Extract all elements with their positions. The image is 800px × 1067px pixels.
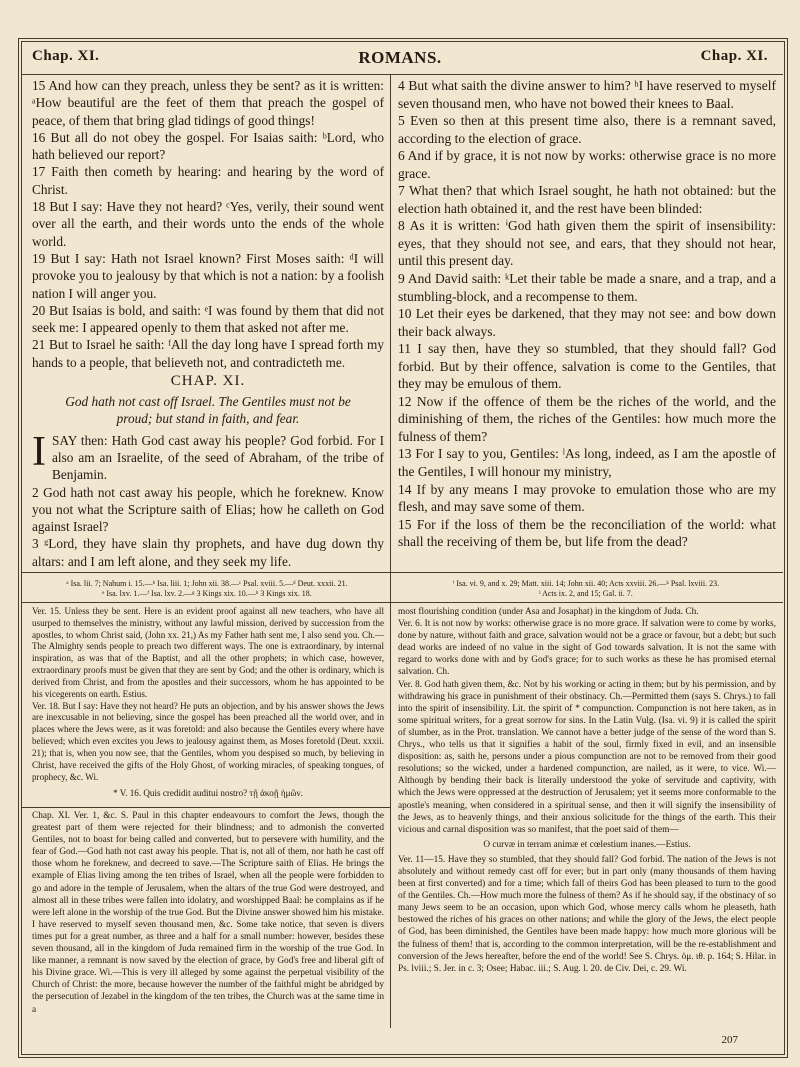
left-notes-column-chap11 bbox=[32, 810, 384, 1016]
header-rule bbox=[22, 74, 783, 75]
verse-11-11: 11 I say then, have they so stumbled, that they should fall? God forbid. But by their offence, salvation is come to the Gentiles, that they may be emulous of them. bbox=[398, 341, 776, 392]
verse-11-5: 5 Even so then at this present time also, there is a remnant saved, according to the election of grace. bbox=[398, 113, 776, 146]
verse-11-14: 14 If by any means I may provoke to emulation those who are my flesh, and may save some of them. bbox=[398, 481, 776, 515]
note-ver-11-15: Ver. 11—15. Have they so stumbled, that they should fall? God forbid. The nation of the Jews is not absolutely and without remedy cast off for ever; but in part only (many thousands of them having been at first converted) and for a time; which fall of theirs God has been pleased to turn to the good of the Gentiles. Ch.—How much more the fulness of them? As if he should say, if the obstinacy of so many Jews seem to be an occasion, upon which God, whose mercy calls whom he pleaseth, hath bestowed the riches of his graces on other nations; and while the glory of the Jews, the elect people of God, has been diminished, the Gentiles have been made happy: how much more glorious will be the fulness of them! that is, according to the common interpretation, will be the re-establishment and conversion of the Jews hereafter, before the end of the world! See S. Chrys. ὁμ. ιθ. p. 164; S. Hilar. in Ps. lviii.; S. Jer. in c. 3; Osee; Habac. iii.; S. Aug. l. 20. de Civ. Dei, c. 29. Wi. bbox=[398, 854, 776, 974]
header-chapter-right: Chap. XI. bbox=[700, 48, 768, 64]
verse-10-19: 19 But I say: Hath not Israel known? First Moses saith: ᵈI will provoke you to jealousy by that which is not a nation: by a foolish nation I will anger you. bbox=[32, 250, 384, 301]
verse-11-1: SAY then: Hath God cast away his people? God forbid. For I also am an Israelite, of the seed of Abraham, of the tribe of Benjamin. bbox=[52, 432, 384, 483]
right-scripture-column bbox=[398, 77, 776, 551]
verse-10-21: 21 But to Israel he saith: ᶠAll the day long have I spread forth my hands to a people, that believeth not, and contradicteth me. bbox=[32, 337, 384, 370]
left-notes-column bbox=[32, 606, 384, 800]
drop-cap: I bbox=[32, 428, 46, 475]
column-divider-notes bbox=[390, 602, 391, 1028]
verse-11-2: 2 God hath not cast away his people, which he foreknew. Know you not what the Scripture saith of Elias; how he calleth on God against Israel? bbox=[32, 484, 384, 535]
right-notes-column bbox=[398, 606, 776, 975]
latin-note: * V. 16. Quis credidit auditui nostro? τῇ ἀκοῇ ἡμῶν. bbox=[113, 788, 303, 799]
verse-11-7: 7 What then? that which Israel sought, he hath not obtained: but the election hath obtained it, and the rest have been blinded: bbox=[398, 183, 776, 216]
column-divider-top bbox=[390, 74, 391, 602]
verse-11-13: 13 For I say to you, Gentiles: ˡAs long, indeed, as I am the apostle of the Gentiles, I will honour my ministry, bbox=[398, 446, 776, 480]
notes-rule bbox=[22, 602, 783, 603]
refs-left-line-2: ᵉ Isa. lxv. 1.—ᶠ Isa. lxv. 2.—ᵍ 3 Kings xix. 10.—ʰ 3 Kings xix. 18. bbox=[102, 589, 312, 598]
verse-11-9: 9 And David saith: ᵏLet their table be made a snare, and a trap, and a stumbling-block, and a recompense to them. bbox=[398, 271, 776, 304]
latin-verse-quote: O curvæ in terram animæ et cœlestium inanes.—Estius. bbox=[483, 839, 691, 850]
verse-11-8: 8 As it is written: ⁱGod hath given them the spirit of insensibility: eyes, that they should not see, and ears, that they should not hear, until this present day. bbox=[398, 218, 776, 269]
header-book-title: ROMANS. bbox=[358, 48, 442, 67]
verse-11-6: 6 And if by grace, it is not now by works: otherwise grace is no more grace. bbox=[398, 148, 776, 181]
verse-10-18: 18 But I say: Have they not heard? ᶜYes, verily, their sound went over all the earth, and their words unto the ends of the whole world. bbox=[32, 199, 384, 249]
notes-separator bbox=[22, 807, 390, 808]
verse-10-20: 20 But Isaias is bold, and saith: ᵉI was found by them that did not seek me: I appeared openly to them that asked not after me. bbox=[32, 302, 384, 336]
verse-10-17: 17 Faith then cometh by hearing: and hearing by the word of Christ. bbox=[32, 164, 384, 197]
verse-11-12: 12 Now if the offence of them be the riches of the world, and the diminishing of them, the riches of the Gentiles: how much more the fulness of them? bbox=[398, 393, 776, 444]
note-ver-6: Ver. 6. It is not now by works: otherwise grace is no more grace. If salvation were to come by works, done by nature, without faith and grace, salvation would not be a grace or favour, but a debt; but such dead works are indeed of no value in the sight of God towards salvation. It is not the same with regard to works done with and by God's grace; for to such works as these he has promised eternal salvation. Ch. bbox=[398, 619, 776, 678]
note-ver-8: Ver. 8. God hath given them, &c. Not by his working or acting in them; but by his permission, and by withdrawing his grace in punishment of their obstinacy. Ch.—Permitted them (says S. Chrys.) to fall into the spirit of insensibility. Lit. the spirit of * compunction. Compunction is not here taken, as in some spiritual writers, for a great sorrow for sins. In the Latin Vulg. (Isa. vi. 9) it is called the spirit of slumber, as in the Prot. translation. We cannot have a better judge of the sense of the word than S. Chrys., who tells us that it signifies a habit of the soul, firmly fixed in evil, and an insensible disposition: as, saith he, persons under a pious compunction are not to be removed from their good resolutions; so the wicked, under a hardened compunction, are nailed, as it were, to vice. Wi.—Although by bending their back is literally understood the yoke of servitude and captivity, with which the Jews were oppressed at the destruction of Jerusalem; yet it seems more conformable to the apostle's meaning, when considered in a spiritual sense, and then it will signify the insensibility of the Jews, as to heavenly things, and their anxious solicitude for the things of the earth. This their vicious and carnal disposition was so manifest, that the poet said of them— bbox=[398, 679, 776, 835]
refs-right-line-2: ˡ Acts ix. 2, and 15; Gal. ii. 7. bbox=[539, 589, 633, 598]
running-header bbox=[0, 48, 800, 70]
verse-11-3: 3 ᵍLord, they have slain thy prophets, and have dug down thy altars: and I am left alone, and they seek my life. bbox=[32, 536, 384, 569]
chapter-heading: CHAP. XI. bbox=[170, 373, 246, 390]
verse-11-4: 4 But what saith the divine answer to him? ʰI have reserved to myself seven thousand men, who have not bowed their knees to Baal. bbox=[398, 78, 776, 111]
verse-11-15: 15 For if the loss of them be the reconciliation of the world: what shall the receiving of them be, but life from the dead? bbox=[398, 516, 776, 550]
verse-10-15: 15 And how can they preach, unless they be sent? as it is written: ᵃHow beautiful are the feet of them that preach the gospel of peace, of them that bring glad tidings of good things! bbox=[32, 78, 384, 128]
page-number: 207 bbox=[721, 1034, 738, 1046]
refs-right-line-1: ⁱ Isa. vi. 9, and x. 29; Matt. xiii. 14; John xii. 40; Acts xxviii. 26.—ᵏ Psal. lxviii. 23. bbox=[452, 579, 720, 588]
left-scripture-column bbox=[32, 77, 384, 570]
cross-references-right bbox=[396, 579, 776, 599]
note-ver-18: Ver. 18. But I say: Have they not heard? He puts an objection, and by his answer shows the Jews are inexcusable in not believing, since the gospel has been preached all the world over, and in places where the Jews were, as it was foretold: and also because the Gentiles every where have believed; which even excites you Jews to jealousy against them, as Moses foretold (Deut. xxxii. 21); that is, when you now see, that the Gentiles, whom you despised so much, by believing in Christ, have received the gifts of the Holy Ghost, of working miracles, of speaking tongues, of prophecy, &c. Wi. bbox=[32, 700, 384, 782]
note-chap-11: Chap. XI. Ver. 1, &c. S. Paul in this chapter endeavours to comfort the Jews, though the greatest part of them were rejected for their blindness; and to admonish the converted Gentiles, not to boast for being called and converted, but to persevere with humility, and the fear of God.—God hath not cast away his people. That is, not all of them, nor hath he cast off those whom he foreknew, and decreed to save.—The Scripture saith of Elias. He brings the example of Elias living among the ten tribes of Israel, when all the people were forbidden to go and adore in the temple of Jerusalem, when the altars of the true God were destroyed, and almost all in these tribes were fallen into idolatry, and worshipped Baal: he complains as if he were left alone in the worship of the true God. But the Divine answer showed him his mistake. I have reserved to myself seven thousand men, &c. Some take notice, that seven is divers times put for a great number, as three and a half for a small number: however, besides these seven thousand, all in the kingdom of Juda remained firm in the worship of the true God. In like manner, a remnant is now saved by the election of grace, by God's free and liberal gift of his Divine grace. Wi.—This is very ill alleged by some against the perpetual visibility of the Church of Christ: the more, because however the number of the faithful might be abridged by the persecution of Jezabel in the kingdom of the ten tribes, the Church was at the same time in a bbox=[32, 811, 384, 1015]
header-chapter-left: Chap. XI. bbox=[32, 48, 100, 64]
verse-11-10: 10 Let their eyes be darkened, that they may not see: and bow down their back always. bbox=[398, 306, 776, 339]
refs-rule bbox=[22, 572, 783, 573]
note-continuation: most flourishing condition (under Asa and Josaphat) in the kingdom of Juda. Ch. bbox=[398, 607, 699, 617]
refs-left-line-1: ᵃ Isa. lii. 7; Nahum i. 15.—ᵇ Isa. liii. 1; John xii. 38.—ᶜ Psal. xviii. 5.—ᵈ Deut. xxxii. 21. bbox=[66, 579, 348, 588]
note-ver-15: Ver. 15. Unless they be sent. Here is an evident proof against all new teachers, who have all usurped to themselves the ministry, without any lawful mission, derived by succession from the apostles, to whom Christ said, (John xx. 21,) As my Father hath sent me, I also send you. Ch.—The Almighty sends people to preach two different ways. The one is extraordinary, by internal inspiration, as was that of the Baptist, and all the other prophets; in which case, however, extraordinary proofs must be given that they are sent by God; and the other is ordinary, which is derived from Christ, and from the apostles and their successors, whom he has appointed to be his vicegerents on earth. Estius. bbox=[32, 606, 384, 699]
cross-references-left bbox=[30, 579, 384, 599]
verse-10-16: 16 But all do not obey the gospel. For Isaias saith: ᵇLord, who hath believed our report? bbox=[32, 129, 384, 163]
chapter-summary: God hath not cast off Israel. The Gentiles must not be proud; but stand in faith, and fear. bbox=[65, 394, 351, 427]
